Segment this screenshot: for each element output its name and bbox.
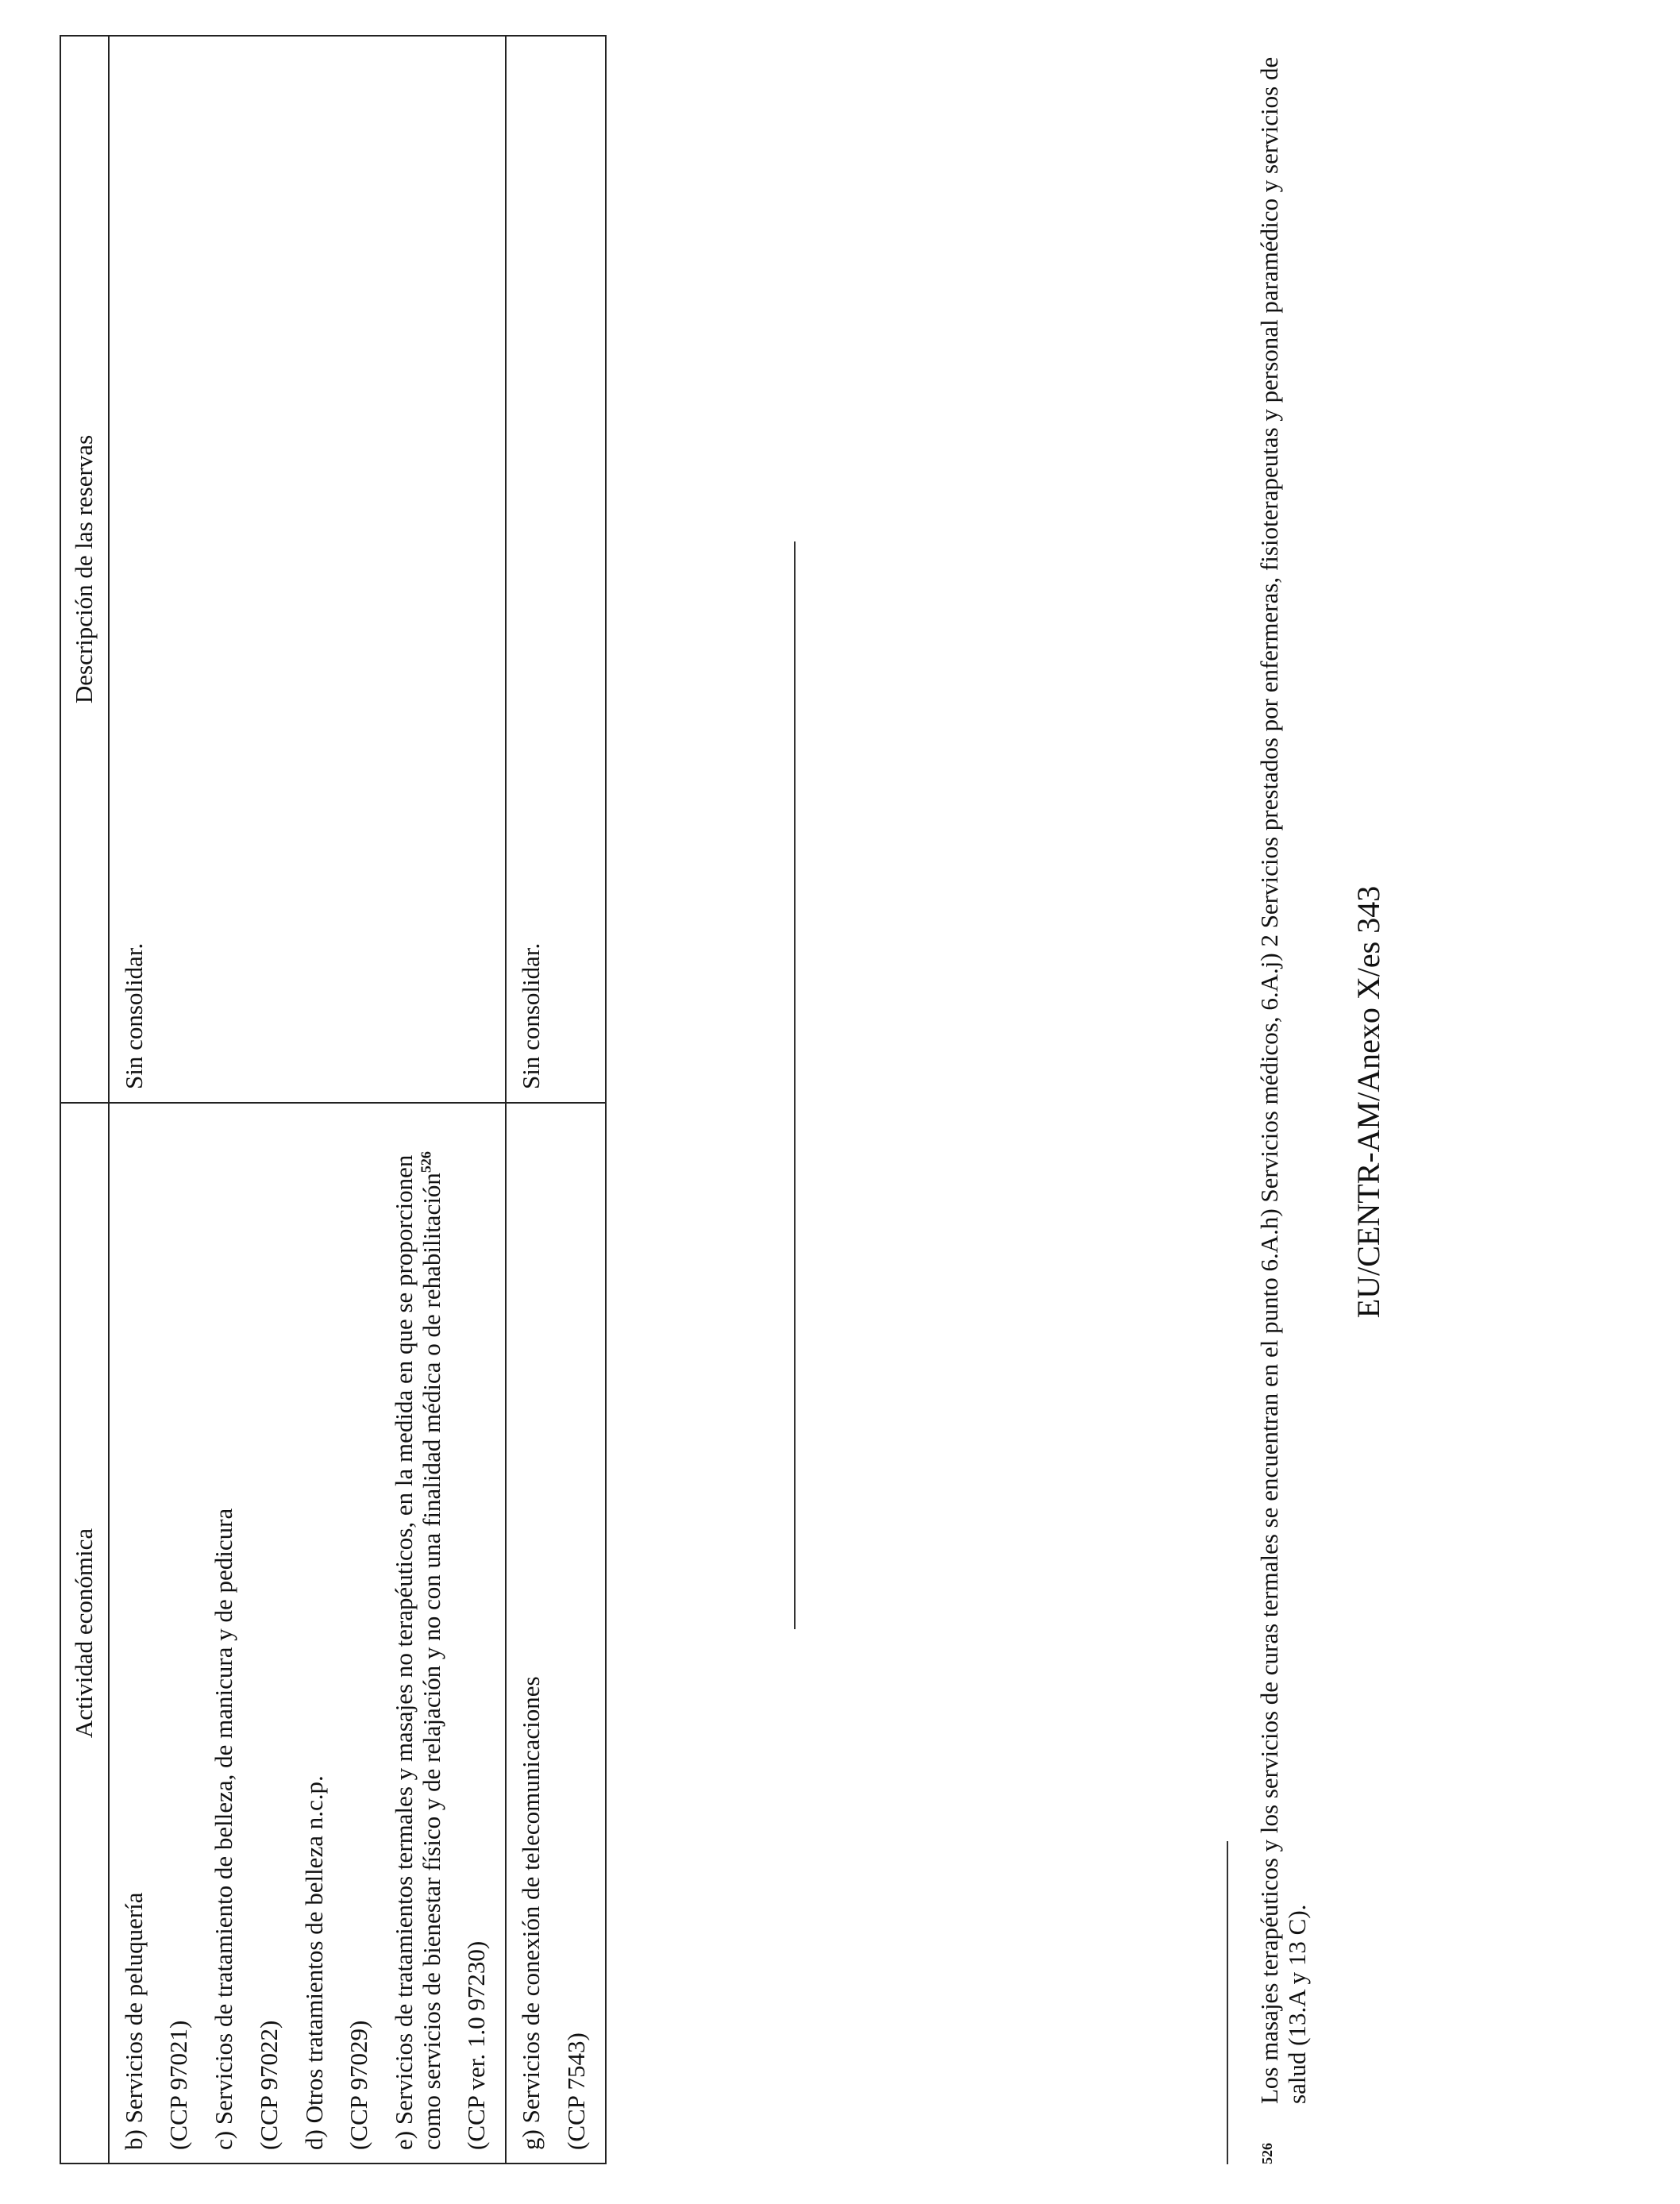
activity-cell [506, 1103, 605, 2164]
footnote-text: Los masajes terapéuticos y los servicios de curas termales se encuentran en el punto 6.A.h) Servicios médicos, 6.A.j) 2 Servicios prestados por enfermeras, fisioterapeutas y personal paramédico y servicios de salud (13.A y 13 C). [1255, 56, 1311, 2104]
header-description: Descripción de las reservas [60, 36, 109, 1103]
activity-line: g) Servicios de conexión de telecomunicaciones [517, 1676, 545, 2150]
footnote-reference[interactable]: 526 [418, 1151, 434, 1173]
activity-text: e) Servicios de tratamientos termales y masajes no terapéuticos, en la medida en que se proporcionen como servicios de bienestar físico y de relajación y no con una finalidad médica o de rehabilitación [390, 1154, 445, 2150]
description-cell [109, 36, 506, 1103]
header-activity: Actividad económica [60, 1103, 109, 2164]
activity-line: (CCP ver. 1.0 97230) [462, 1940, 491, 2150]
activity-line: c) Servicios de tratamiento de belleza, de manicura y de pedicura [210, 1508, 238, 2150]
table-row [506, 36, 605, 2164]
table-header-row [60, 36, 109, 2164]
description-cell [506, 36, 605, 1103]
activity-line: (CCP 7543) [561, 2033, 590, 2150]
activity-line-with-footnote [391, 1116, 445, 2150]
activity-line: (CCP 97021) [164, 2020, 193, 2150]
activity-line: d) Otros tratamientos de belleza n.c.p. [299, 1775, 328, 2150]
activity-line: (CCP 97029) [345, 2020, 373, 2150]
activity-line: (CCP 97022) [254, 2020, 283, 2150]
description-text: Sin consolidar. [119, 942, 148, 1089]
activity-cell [109, 1103, 506, 2164]
table-row [109, 36, 506, 2164]
footnote-separator [1227, 1841, 1228, 2164]
reservations-table [60, 35, 607, 2164]
footnote-number: 526 [1259, 2143, 1275, 2164]
footnote [1256, 52, 1311, 2164]
description-text: Sin consolidar. [517, 942, 545, 1089]
activity-line: b) Servicios de peluquería [119, 1892, 148, 2150]
separator-line [794, 541, 796, 1629]
page-footer: EU/CENTR-AM/Anexo X/es 343 [1351, 885, 1386, 1319]
